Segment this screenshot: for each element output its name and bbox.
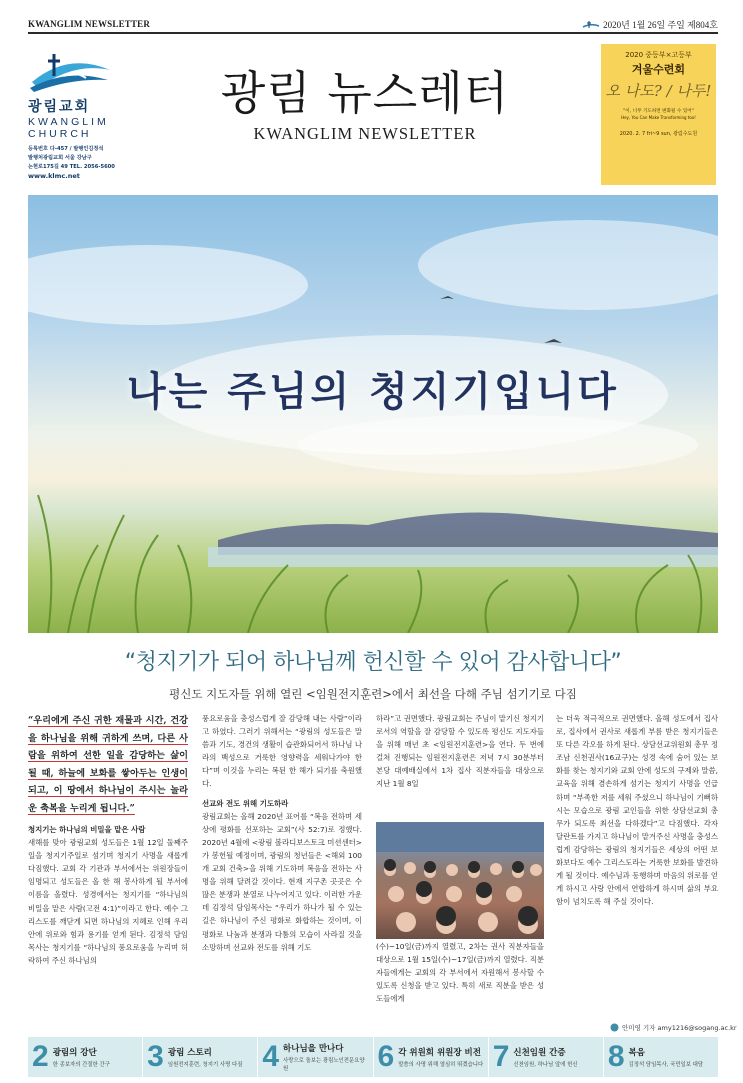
footer-title: 광림의 강단 — [52, 1048, 97, 1058]
article-column-3-top — [376, 712, 544, 820]
promo-date: 2020. 2. 7 fri~9 sun, 광림수도원 — [619, 131, 698, 137]
church-logo-block — [28, 48, 138, 183]
issue-info — [582, 18, 718, 31]
article-column-1 — [28, 712, 188, 1032]
page-number: 8 — [607, 1040, 625, 1073]
footer-item[interactable] — [489, 1037, 604, 1077]
article-byline — [610, 1023, 737, 1032]
retreat-promo-box[interactable] — [601, 44, 716, 185]
newsletter-title — [150, 66, 580, 144]
column-3-text-2: (수)~10일(금)까지 열렸고, 2차는 권사 직분자들을 대상으로 1월 15일(수)~17일(금)까지 열렸다. 직분자들에게는 교회의 각 부서에서 자원해서 봉사할 수 있도록 신청을 받고 있다. 특히 새로 직분을 받은 성도들에게 — [376, 942, 544, 1004]
lead-quote — [28, 712, 188, 817]
footer-item[interactable] — [28, 1037, 143, 1077]
footer-subtitle: 말씀의 사명 위해 열심히 뛰겠습니다 — [398, 1062, 484, 1068]
logo-name-en-1: KWANGLIM — [28, 116, 109, 128]
contents-footer — [28, 1037, 718, 1077]
article-subheadline: 평신도 지도자들 위해 열린 <임원전지훈련>에서 최선을 다해 주님 섬기기로 다짐 — [169, 687, 577, 701]
issue-date: 2020년 1월 26일 주일 제804호 — [603, 20, 718, 30]
publisher-info-1: 등록번호 다-457 / 발행인김정석 — [28, 146, 104, 152]
column-2-text-1: 풍요로움을 충성스럽게 잘 감당해 내는 사람”이라고 하였다. 그러기 위해서는 “광림의 성도들은 말씀과 기도, 경건의 생활이 습관화되어서 하나님 나라의 백성으로 거룩한 영향력을 세워나가야 한다”며 이것을 누리는 복된 한 해가 되기를 축원했다. — [202, 714, 362, 789]
church-small-icon — [582, 20, 600, 30]
footer-subtitle: 한 종보자의 간절한 간구 — [52, 1062, 110, 1068]
promo-line2: 겨울수련회 — [631, 63, 686, 76]
article-headline: “청지기가 되어 하나님께 헌신할 수 있어 감사합니다” — [124, 650, 622, 675]
church-logo-icon — [28, 48, 112, 92]
column-3-text-1: 하라”고 권면했다. 광림교회는 주님이 맡기신 청지기로서의 역할을 잘 감당할 수 있도록 평신도 지도자들을 위해 매년 초 <임원전지훈련>을 연다. 두 번에 걸쳐 진행되는 임원전지훈련은 저녁 7시 30분부터 본당 대예배실에서 1차 집사 직분자들을 대상으로 지난 1월 8일 — [376, 714, 544, 789]
footer-subtitle: 김정석 담임목사, 국민일보 대담 — [628, 1062, 704, 1068]
website-link[interactable]: www.klmc.net — [28, 172, 80, 180]
footer-title: 신천임원 간증 — [513, 1048, 566, 1058]
footer-subtitle: 사랑으로 돌보는 광림노인전문요양원 — [283, 1058, 365, 1072]
footer-title: 각 위원회 위원장 비전 — [398, 1048, 481, 1058]
section-heading-2: 선교와 전도 위해 기도하라 — [202, 798, 289, 808]
masthead-topline — [28, 18, 718, 34]
footer-subtitle: 임원전지훈련, 청지기 사명 다짐 — [167, 1062, 243, 1068]
title-en: KWANGLIM NEWSLETTER — [253, 124, 477, 143]
byline-text[interactable]: 안미영 기자 amy1216@sogang.ac.kr — [622, 1024, 737, 1032]
footer-title: 광림 스토리 — [167, 1048, 212, 1058]
hero-caption: 나는 주님의 청지기입니다 — [127, 368, 619, 415]
topline-label: KWANGLIM NEWSLETTER — [28, 19, 151, 29]
lead-quote-text: “우리에게 주신 귀한 재물과 시간, 건강을 하나님을 위해 귀하게 쓰며, 다른 사람을 위하여 선한 일을 감당하는 삶이 될 때, 하늘에 보화를 쌓아두는 인생이 되고, 이 땅에서 하나님이 주시는 놀라운 축복을 누리게 됩니다.” — [28, 715, 188, 814]
publisher-info-2: 발행처광림교회 서울 강남구 — [28, 155, 92, 161]
section-heading-1: 청지기는 하나님의 비밀을 맡은 사람 — [28, 825, 146, 834]
promo-quote-en: Hey, You Can Make Transforming too! — [621, 115, 696, 120]
footer-item[interactable] — [374, 1037, 489, 1077]
page-number: 7 — [492, 1040, 510, 1073]
email-icon — [610, 1023, 619, 1032]
article-column-4 — [556, 712, 718, 1017]
column-2-text-2: 광림교회는 올해 2020년 표어를 “복음 전하며 세상에 평화를 선포하는 교회”(사 52:7)로 정했다. 2020년 4월에 <광림 볼라디보스토크 미션센터>가 봉헌될 예정이며, 광림의 청년들은 <해외 100개 교회 건축>을 위해 기도하며 복음을 전하는 사명을 위해 달려갈 것이다. 현재 지구촌 곳곳은 수많은 분쟁과 분열로 나누어지고 있다. 이러한 가운데 김정석 담임목사는 “우리가 하나가 될 수 있는 길은 하나님이 주신 평화로 화합하는 것이며, 이 평화로 나눔과 분쟁과 다툼의 모습이 사라질 것을 소망하며 선교와 전도를 위해 기도 — [202, 811, 362, 952]
footer-item[interactable] — [143, 1037, 258, 1077]
page-number: 2 — [32, 1040, 49, 1073]
publisher-info-3: 논현로175길 49 TEL. 2056-5600 — [28, 164, 115, 170]
article-column-2 — [202, 712, 362, 1032]
promo-line1: 2020 중등부×고등부 — [625, 51, 692, 59]
promo-handwriting: 오 나도? / 나두! — [605, 82, 712, 100]
column-4-text: 는 더욱 적극적으로 권면했다. 올해 성도에서 집사로, 집사에서 권사로 새롭게 부름 받은 청지기들은 또 다른 각오를 하게 된다. 상담선교위원회 총무 정조남 신천권사(16교구)는 성경 속에 숨어 있는 보화를 찾는 청지기와 교회 안에 성도의 구제와 말씀, 교육을 위해 겸손하게 섬기는 청지기 사명을 언급하며 “부족한 저를 세워 주셨으니 하나님이 기뻐하시는 모습으로 광림 교인들을 위한 상담선교회 총무가 되도록 최선을 다하겠다”고 다짐했다. 각자 달란트를 가지고 하나님이 맡겨주신 사명을 충성스럽게 감당하는 광림의 청지기들은 세상의 어떤 보화보다도 예수 그리스도라는 거룩한 보화를 발견하게 될 것이다. 예수님과 동행하며 마음의 위로를 얻게 하시고 사랑 안에서 연합하게 하시며 삶의 부요함이 넘치도록 해 주실 것이다. — [556, 714, 718, 907]
footer-item[interactable] — [604, 1037, 718, 1077]
footer-subtitle: 신천임원, 하나님 앞에 헌신 — [513, 1062, 578, 1068]
promo-quote: "이, 너무 기도하면 변화될 수 있어" — [623, 109, 694, 114]
logo-name-en-2: CHURCH — [28, 128, 92, 140]
page-number: 3 — [147, 1040, 164, 1073]
hero-image — [28, 195, 718, 633]
page-number: 4 — [262, 1040, 280, 1073]
column-1-text: 새해를 맞아 광림교회 성도들은 1월 12일 둘째주일을 청지기주일로 섬기며 청지기 사명을 새롭게 다짐했다. 교회 각 기관과 부서에서는 위원장들이 임명되고 성도들은 올 한 해 봉사하게 될 부서에 이름을 올렸다. 성경에서는 청지기를 “하나님의 비밀을 맡은 사람(고전 4:1)”이라고 한다. 예수 그리스도를 깨닫게 되면 하나님의 지혜로 인해 우리 안에 위로와 힘과 용기를 얻게 된다. 김정석 담임목사는 청지기를 “하나님의 풍요로움을 누리며 허락하여 주신 하나님의 — [28, 838, 188, 965]
footer-item[interactable] — [258, 1037, 373, 1077]
training-photo — [376, 822, 544, 939]
footer-title: 복음 — [628, 1048, 645, 1058]
logo-name-ko: 광림교회 — [28, 99, 91, 115]
footer-title: 하나님을 만나다 — [283, 1044, 344, 1054]
publisher-info — [28, 145, 138, 181]
title-ko: 광림 뉴스레터 — [220, 66, 510, 120]
page-number: 6 — [377, 1040, 395, 1073]
article-column-3-bottom — [376, 940, 544, 1032]
